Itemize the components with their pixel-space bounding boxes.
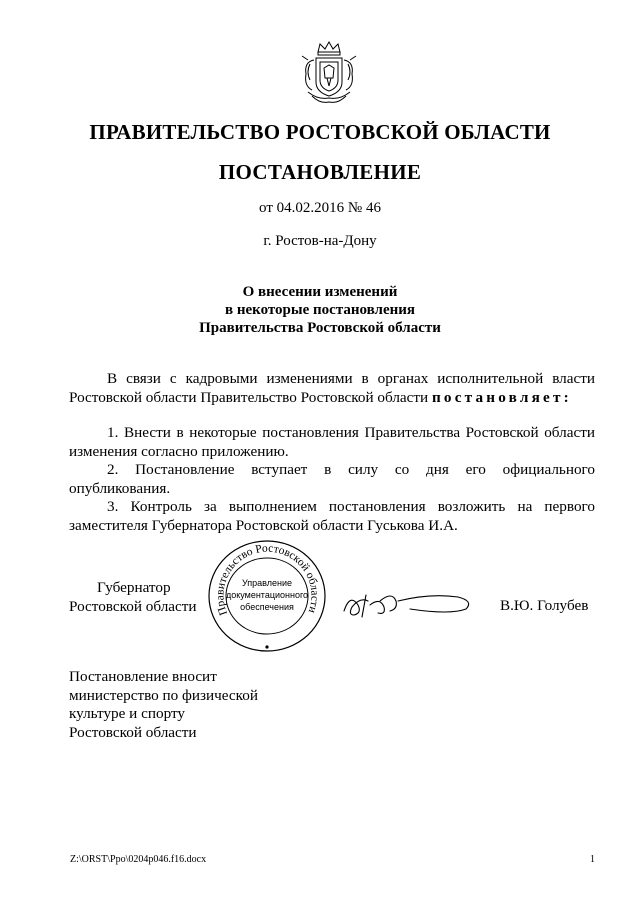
stamp-center-line: обеспечения [240,602,294,612]
subject-line: О внесении изменений [242,284,398,300]
decree-items [69,424,595,535]
decree-item: 3. Контроль за выполнением постановления возложить на первого заместителя Губернатора Ростовской области Гуськова И.А. [69,498,595,534]
handwritten-signature [340,587,480,623]
submitter-line: культуре и спорту [69,705,185,722]
submitter-line: Ростовской области [69,723,197,741]
page-number: 1 [590,854,595,865]
city-line: г. Ростов-на-Дону [263,233,377,249]
organization-title: ПРАВИТЕЛЬСТВО РОСТОВСКОЙ ОБЛАСТИ [89,120,551,144]
footer-file-path: Z:\ORST\Ppo\0204p046.f16.docx [70,854,207,865]
document-type-title: ПОСТАНОВЛЕНИЕ [218,160,422,184]
signatory-title-line: Губернатор [97,579,171,596]
subject-line: в некоторые постановления [224,302,416,318]
signatory-title-line: Ростовской области [69,597,197,615]
submitter-line: министерство по физической [69,686,258,704]
decree-item: 2. Постановление вступает в силу со дня его официального опубликования. [69,461,595,497]
document-subject [0,283,640,337]
preamble-text: В связи с кадровыми изменениями в органах исполнительной власти Ростовской области Правительство Ростовской области [69,370,595,406]
signatory-title [69,579,209,616]
signer-name: В.Ю. Голубев [500,597,589,614]
date-and-number: от 04.02.2016 № 46 [259,200,381,216]
preamble-paragraph [69,370,595,407]
stamp-center-line: Управление [241,578,293,588]
stamp-ring-text: Правительство Ростовской области [214,542,321,617]
official-stamp [203,537,331,655]
decree-word: постановляет: [431,388,572,406]
stamp-center-line: документационного [225,590,309,600]
coat-of-arms-emblem [298,38,360,108]
decree-item: 1. Внести в некоторые постановления Правительства Ростовской области изменения согласно приложению. [69,424,595,460]
submitted-by-block [69,668,329,742]
subject-line: Правительства Ростовской области [199,320,441,336]
submitter-line: Постановление вносит [69,668,217,685]
